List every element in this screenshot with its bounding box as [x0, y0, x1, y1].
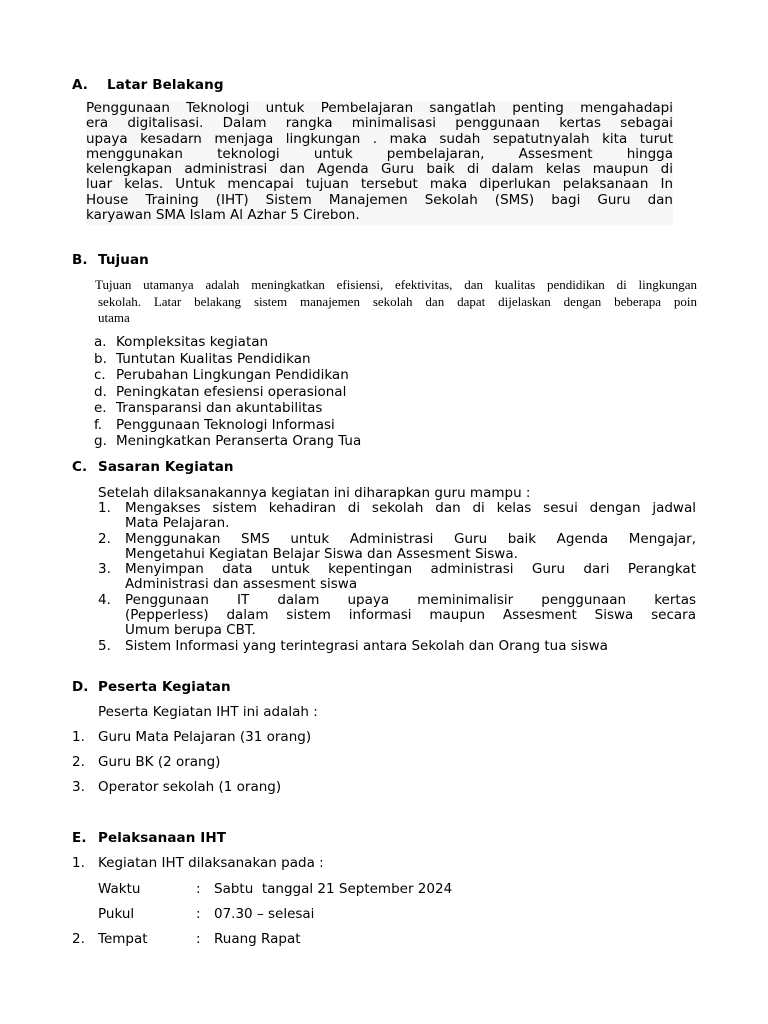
section-b-letter: B. — [72, 252, 88, 268]
paragraph-line: Penggunaan Teknologi untuk Pembelajaran sangatlah penting mengahadapi — [86, 100, 673, 116]
list-item: 1. Mengakses sistem kehadiran di sekolah dan di kelas sesui dengan jadwal Mata Pelajaran. — [98, 500, 696, 532]
section-e-title: Pelaksanaan IHT — [98, 830, 227, 846]
list-item: d. Peningkatan efesiensi operasional — [94, 383, 347, 400]
section-c-letter: C. — [72, 459, 88, 475]
paragraph-line: karyawan SMA Islam Al Azhar 5 Cirebon. — [86, 207, 360, 224]
peserta-intro: Peserta Kegiatan IHT ini adalah : — [98, 704, 318, 720]
section-b-title: Tujuan — [98, 252, 149, 268]
paragraph-line: menggunakan teknologi untuk pembelajaran, Assesment hingga — [86, 145, 673, 162]
list-item: e. Transparansi dan akuntabilitas — [94, 400, 323, 416]
pukul-sep: : — [196, 906, 201, 922]
list-item: f. Penggunaan Teknologi Informasi — [94, 416, 335, 433]
tempat-label: Tempat — [98, 931, 148, 947]
paragraph-line: luar kelas. Untuk mencapai tujuan tersebut maka diperlukan pelaksanaan In — [86, 176, 673, 193]
waktu-value: Sabtu tanggal 21 September 2024 — [214, 881, 453, 897]
list-item: 2. Menggunakan SMS untuk Administrasi Guru baik Agenda Mengajar, Mengetahui Kegiatan Belajar Siswa dan Assesment Siswa. — [98, 530, 696, 562]
pukul-label: Pukul — [98, 906, 135, 922]
sasaran-list — [98, 501, 696, 654]
tempat-value: Ruang Rapat — [214, 931, 301, 947]
list-item: 4. Penggunaan IT dalam upaya meminimalisir penggunaan kertas (Pepperless) dalam sistem informasi maupun Assesment Siswa secara Umum berupa CBT. — [98, 591, 696, 639]
section-d-title: Peserta Kegiatan — [98, 679, 231, 695]
waktu-label: Waktu — [98, 881, 141, 897]
list-item: 2. Guru BK (2 orang) — [72, 754, 221, 770]
paragraph-line: upaya kesadarn menjaga lingkungan . maka sudah sepatutnyalah kita turut — [86, 130, 673, 147]
section-c-title: Sasaran Kegiatan — [98, 459, 234, 475]
list-item: 3. Operator sekolah (1 orang) — [72, 779, 282, 795]
paragraph-line: House Training (IHT) Sistem Manajemen Sekolah (SMS) bagi Guru dan — [86, 191, 673, 208]
tujuan-list — [94, 334, 361, 450]
sasaran-intro: Setelah dilaksanakannya kegiatan ini diharapkan guru mampu : — [98, 485, 531, 501]
section-a-letter: A. — [72, 77, 89, 93]
section-d-letter: D. — [72, 679, 89, 695]
list-item: c. Perubahan Lingkungan Pendidikan — [94, 367, 349, 383]
pukul-row — [98, 906, 314, 922]
waktu-row — [98, 881, 452, 897]
list-item: a. Kompleksitas kegiatan — [94, 334, 269, 350]
pukul-value: 07.30 – selesai — [214, 906, 315, 922]
list-item: g. Meningkatkan Peranserta Orang Tua — [94, 433, 362, 449]
list-item: 3. Menyimpan data untuk kepentingan administrasi Guru dari Perangkat Administrasi dan assesment siswa — [98, 561, 696, 593]
intro-line: sekolah. Latar belakang sistem manajemen sekolah dan dapat dijelaskan dengan beberapa poin — [98, 293, 697, 309]
paragraph-line: kelengkapan administrasi dan Agenda Guru baik di dalam kelas maupun di — [86, 161, 673, 178]
tempat-sep: : — [196, 931, 201, 947]
intro-line: Tujuan utamanya adalah meningkatkan efisiensi, efektivitas, dan kualitas pendidikan di lingkungan — [95, 277, 697, 292]
list-item: 1. Guru Mata Pelajaran (31 orang) — [72, 729, 312, 745]
waktu-sep: : — [196, 881, 201, 897]
intro-line: utama — [98, 310, 130, 325]
paragraph-line: era digitalisasi. Dalam rangka minimalisasi penggunaan kertas sebagai — [86, 115, 673, 132]
section-e-letter: E. — [72, 830, 87, 846]
tujuan-intro — [95, 277, 697, 327]
latar-belakang-paragraph — [86, 101, 673, 225]
list-item: 1. Kegiatan IHT dilaksanakan pada : — [72, 855, 324, 871]
tempat-row: 2. Tempat : Ruang Rapat — [72, 931, 301, 947]
list-item: 5. Sistem Informasi yang terintegrasi antara Sekolah dan Orang tua siswa — [98, 637, 608, 654]
list-item: b. Tuntutan Kualitas Pendidikan — [94, 350, 311, 367]
section-a-title: Latar Belakang — [107, 77, 224, 93]
